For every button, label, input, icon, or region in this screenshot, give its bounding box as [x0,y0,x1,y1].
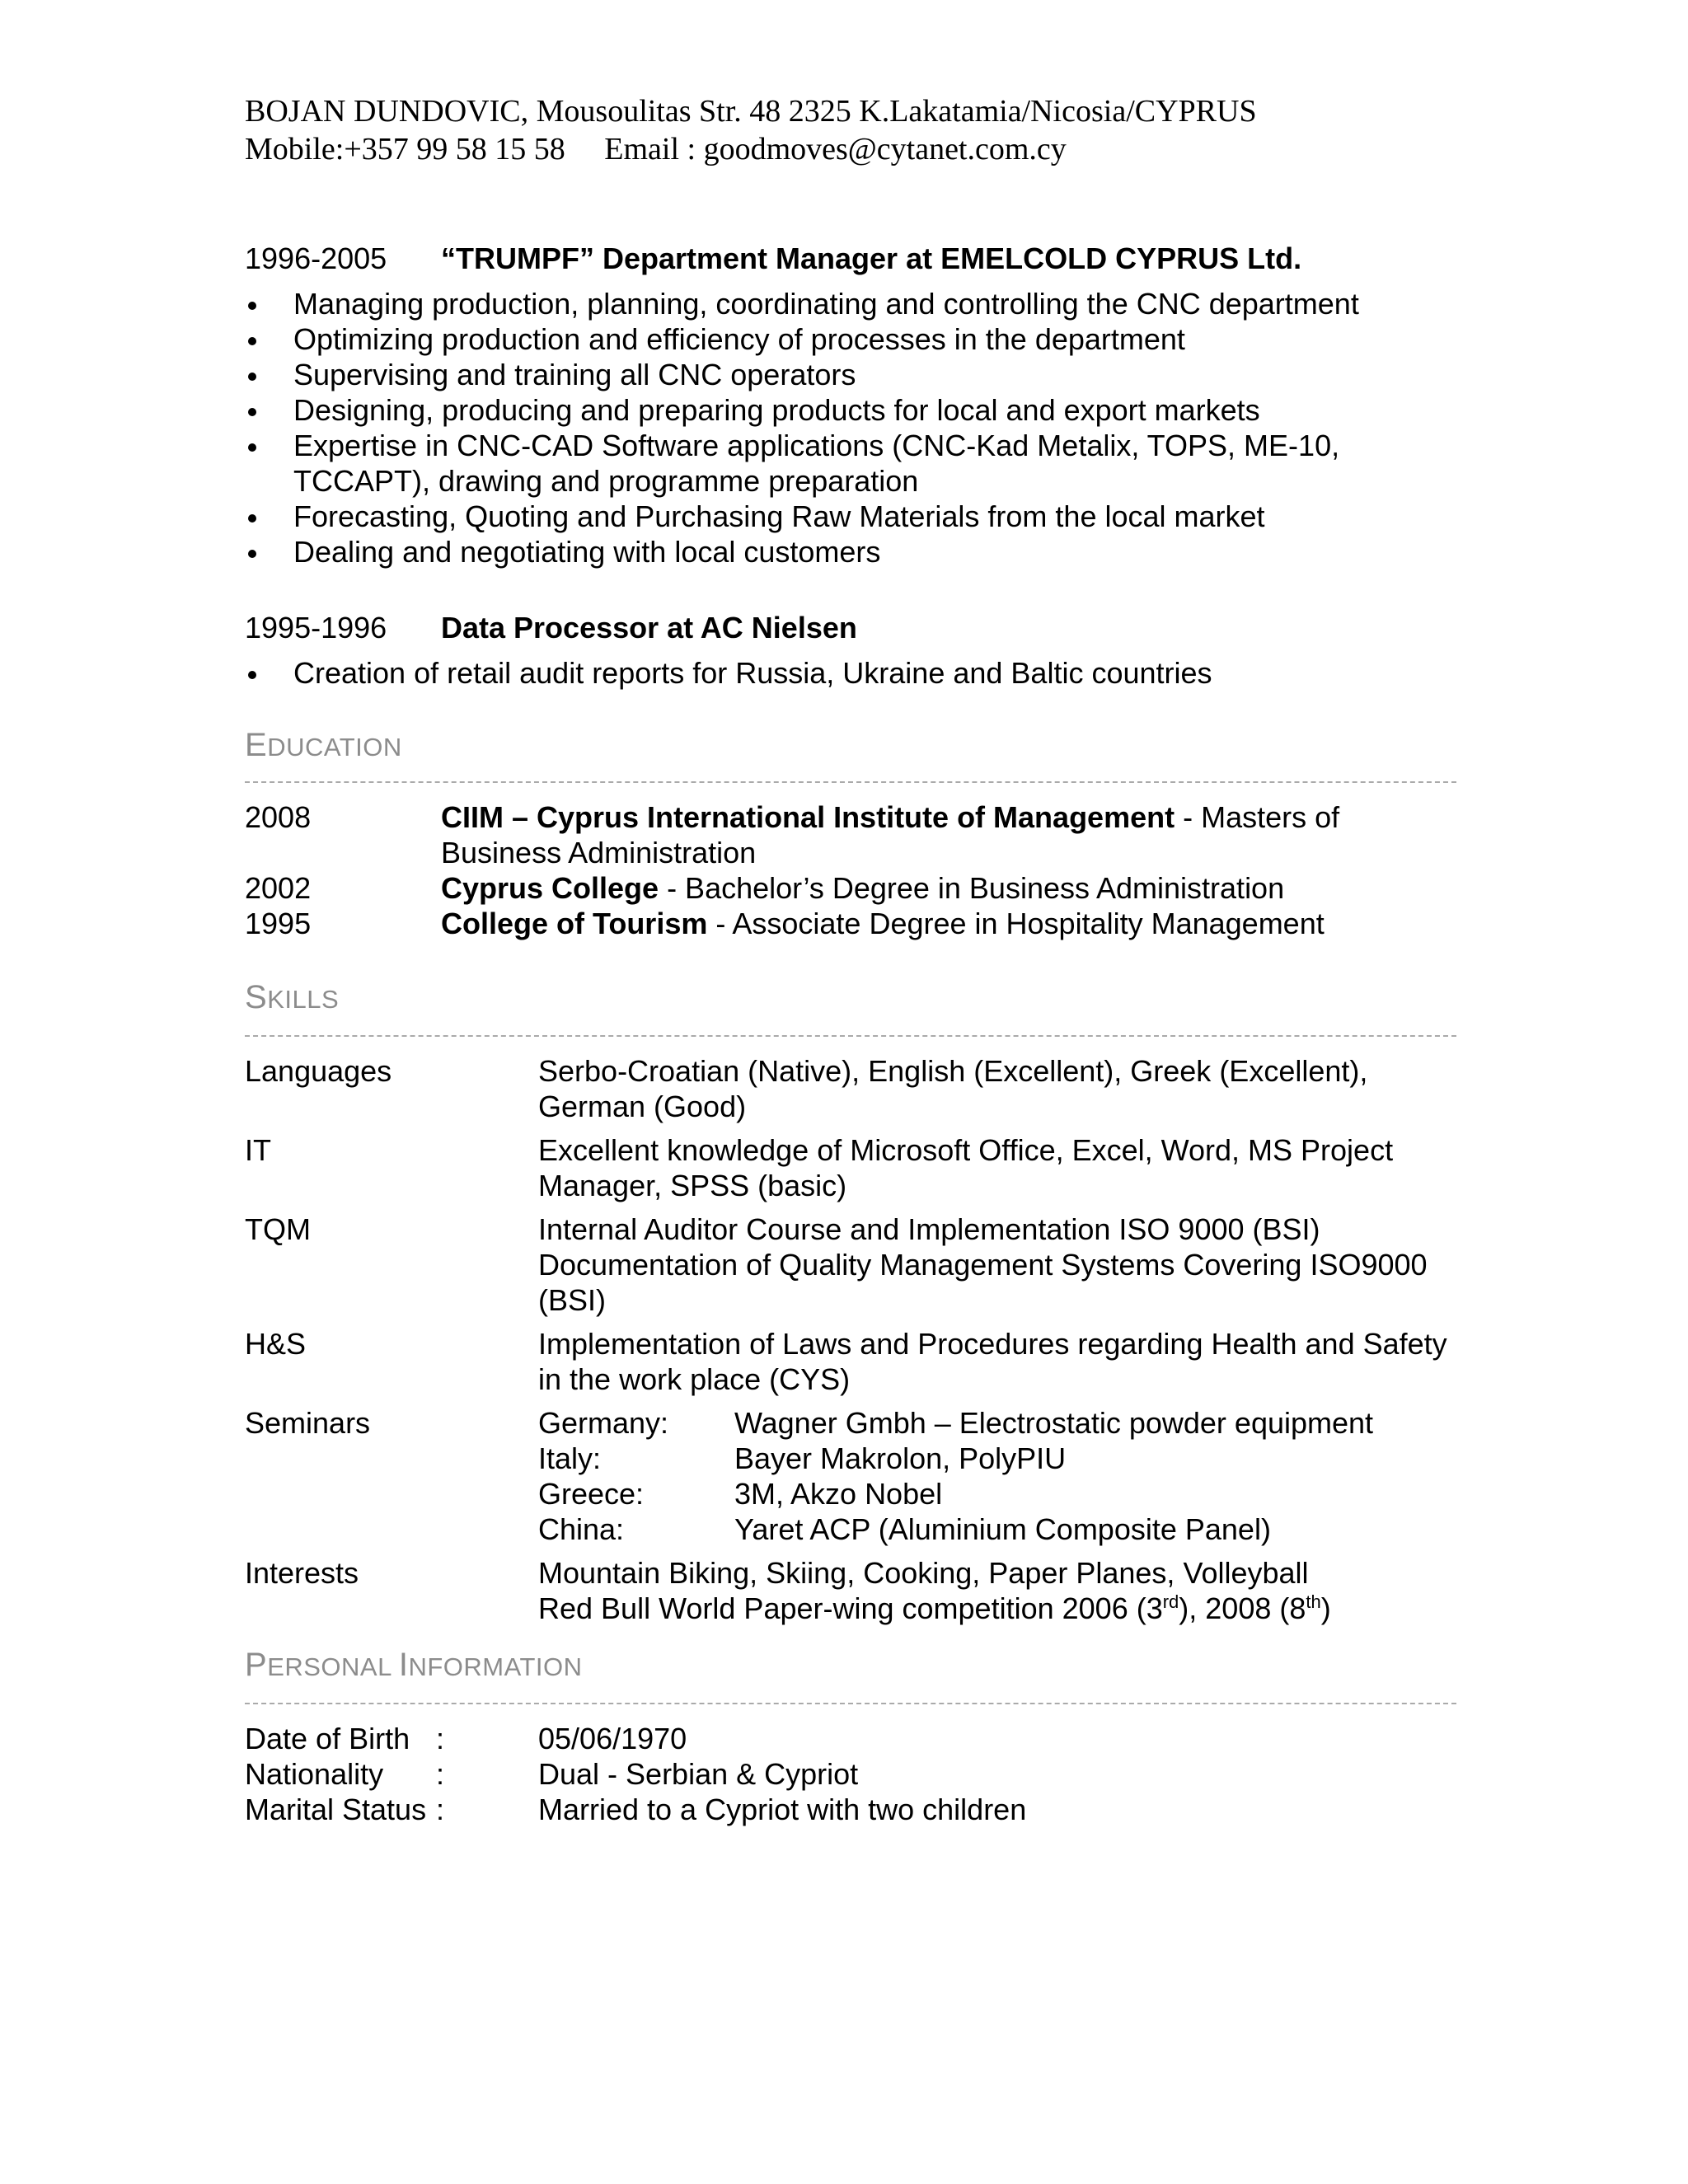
duty-item: Managing production, planning, coordinating and controlling the CNC department [245,286,1431,321]
duty-item: Designing, producing and preparing products for local and export markets [245,392,1431,428]
info-colon: : [436,1793,445,1826]
skill-value: Mountain Biking, Skiing, Cooking, Paper Planes, Volleyball [538,1556,1309,1590]
info-label: Marital Status [245,1793,427,1826]
skills-list [245,1053,1456,1634]
section-divider [245,1703,1456,1704]
info-value: 05/06/1970 [538,1722,687,1755]
duty-item: Optimizing production and efficiency of processes in the department [245,321,1431,357]
education-heading: EDUCATION [245,727,402,763]
competition-line: Red Bull World Paper-wing competition 2006 (3rd), 2008 (8th) [538,1591,1331,1625]
contact-header [245,92,1257,168]
degree-name: - Associate Degree in Hospitality Management [707,907,1325,940]
degree-name: - Bachelor’s Degree in Business Administration [659,871,1285,905]
skill-row-tqm [245,1212,1456,1318]
job-heading [245,610,1456,645]
personal-info-row [245,1792,1456,1827]
duty-item: Creation of retail audit reports for Russia, Ukraine and Baltic countries [245,655,1431,691]
skill-label: H&S [245,1327,307,1361]
mobile-number: Mobile:+357 99 58 15 58 [245,132,565,166]
address-line: BOJAN DUNDOVIC, Mousoulitas Str. 48 2325 K.Lakatamia/Nicosia/CYPRUS [245,94,1257,129]
seminar-topic: Yaret ACP (Aluminium Composite Panel) [734,1512,1271,1546]
job-duties-list [245,286,1456,569]
job-title: Data Processor at AC Nielsen [441,611,857,644]
skill-value: Excellent knowledge of Microsoft Office, Excel, Word, MS Project Manager, SPSS (basic) [538,1133,1394,1202]
info-label: Nationality [245,1757,384,1791]
education-row [245,870,1456,906]
section-divider [245,1035,1456,1037]
skill-row-interests [245,1555,1456,1626]
job-entry-1 [245,241,1456,569]
info-label: Date of Birth [245,1722,410,1755]
skills-heading: SKILLS [245,979,340,1015]
skill-label: Interests [245,1556,359,1590]
skill-row-seminars [245,1405,1456,1547]
seminar-country: China: [538,1512,625,1546]
education-row [245,906,1456,941]
seminar-topic: 3M, Akzo Nobel [734,1477,943,1511]
duty-item: Expertise in CNC-CAD Software applications (CNC-Kad Metalix, TOPS, ME-10, TCCAPT), drawing and programme preparation [245,428,1431,499]
personal-info-heading: PERSONAL INFORMATION [245,1647,583,1683]
education-list [245,799,1456,941]
education-year: 2002 [245,871,312,905]
skill-value: Internal Auditor Course and Implementation ISO 9000 (BSI) [538,1212,1320,1246]
info-colon: : [436,1757,445,1791]
seminar-country: Italy: [538,1441,602,1475]
personal-info-row [245,1721,1456,1756]
personal-info-list [245,1721,1456,1827]
skill-value: Documentation of Quality Management Systems Covering ISO9000 (BSI) [538,1248,1428,1317]
info-value: Married to a Cypriot with two children [538,1793,1027,1826]
skill-label: IT [245,1133,271,1167]
skill-row-languages [245,1053,1456,1124]
job-years: 1996-2005 [245,241,387,275]
seminar-topic: Bayer Makrolon, PolyPIU [734,1441,1067,1475]
duty-item: Dealing and negotiating with local customers [245,534,1431,569]
education-year: 2008 [245,800,312,834]
seminar-list [538,1405,1456,1547]
school-name: Cyprus College [441,871,659,905]
school-name: CIIM – Cyprus International Institute of Management [441,800,1175,834]
info-value: Dual - Serbian & Cypriot [538,1757,859,1791]
job-entry-2 [245,610,1456,691]
education-year: 1995 [245,907,312,940]
contact-line [245,130,1257,168]
personal-info-row [245,1756,1456,1792]
seminar-country: Greece: [538,1477,645,1511]
seminar-item [538,1441,1456,1476]
skill-value: Implementation of Laws and Procedures regarding Health and Safety in the work place (CYS) [538,1327,1447,1396]
seminar-item [538,1511,1456,1547]
job-heading [245,241,1456,276]
skill-row-hs [245,1326,1456,1397]
education-row [245,799,1456,870]
skill-label: TQM [245,1212,311,1246]
school-name: College of Tourism [441,907,708,940]
job-years: 1995-1996 [245,611,387,644]
skill-value: Serbo-Croatian (Native), English (Excellent), Greek (Excellent), German (Good) [538,1054,1368,1123]
email-address: Email : goodmoves@cytanet.com.cy [604,132,1067,166]
seminar-country: Germany: [538,1406,669,1440]
seminar-item [538,1476,1456,1511]
seminar-topic: Wagner Gmbh – Electrostatic powder equipment [734,1406,1374,1440]
degree-name: - Masters of Business Administration [441,800,1340,869]
duty-item: Forecasting, Quoting and Purchasing Raw Materials from the local market [245,499,1431,534]
seminar-item [538,1405,1456,1441]
duty-item: Supervising and training all CNC operators [245,357,1431,392]
job-duties-list [245,655,1456,691]
info-colon: : [436,1722,445,1755]
skill-label: Seminars [245,1406,371,1440]
job-title: “TRUMPF” Department Manager at EMELCOLD CYPRUS Ltd. [441,241,1302,275]
skill-label: Languages [245,1054,392,1088]
section-divider [245,781,1456,783]
skill-row-it [245,1132,1456,1203]
